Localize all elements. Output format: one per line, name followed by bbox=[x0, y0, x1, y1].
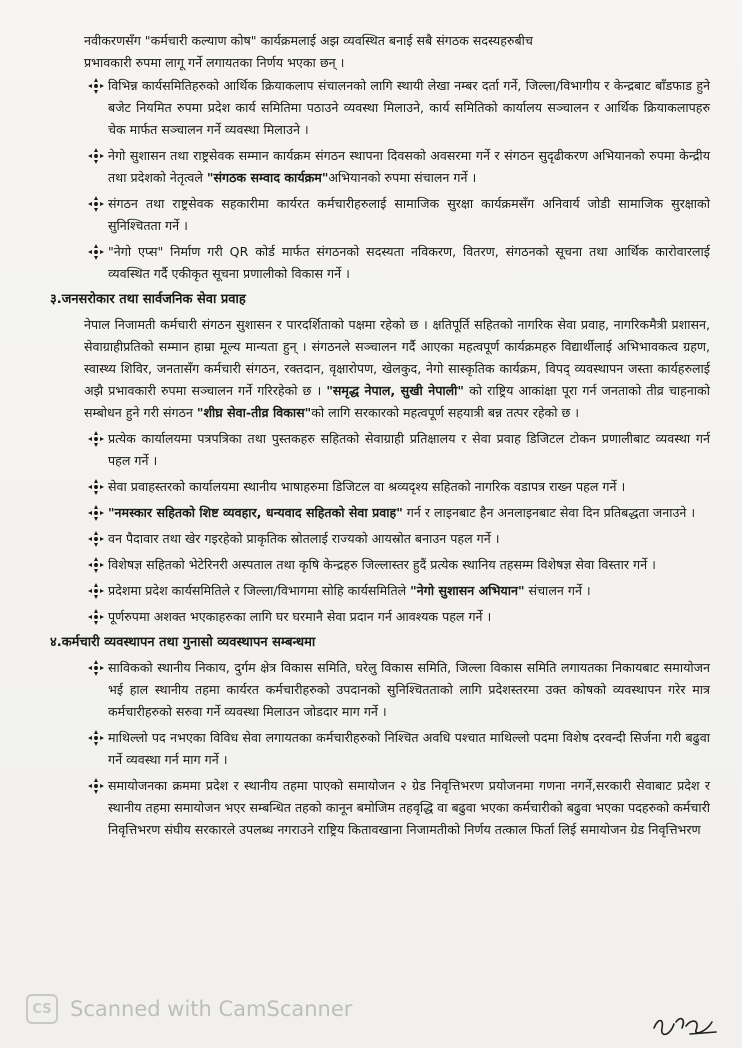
diamond-bullet-icon bbox=[88, 660, 104, 676]
camscanner-watermark bbox=[26, 994, 352, 1024]
list-item: संगठन तथा राष्ट्रसेवक सहकारीमा कार्यरत कर्मचारीहरुलाई सामाजिक सुरक्षा कार्यक्रमसँग अनिवार्य जोडी सामाजिक सुरक्षाको सुनिश्चितता गर्ने । bbox=[50, 193, 710, 237]
diamond-bullet-icon bbox=[88, 479, 104, 495]
watermark-text: Scanned with CamScanner bbox=[70, 997, 353, 1021]
diamond-bullet-icon bbox=[88, 148, 104, 164]
diamond-bullet-icon bbox=[88, 244, 104, 260]
list-item: माथिल्लो पद नभएका विविध सेवा लगायतका कर्मचारीहरुको निश्चित अवधि पश्चात माथिल्लो पदमा विशेष दरवन्दी सिर्जना गरी बढुवा गर्ने व्यवस्था गर्न माग गर्ने । bbox=[50, 727, 710, 771]
list-item: "नेगो एप्स" निर्माण गरी QR कोर्ड मार्फत संगठनको सदस्यता नविकरण, वितरण, संगठनको सूचना तथा आर्थिक कारोवारलाई व्यवस्थित गर्दै एकीकृत सूचना प्रणालीको विकास गर्ने । bbox=[50, 241, 710, 285]
list-item: प्रत्येक कार्यालयमा पत्रपत्रिका तथा पुस्तकहरु सहितको सेवाग्राही प्रतिक्षालय र सेवा प्रवाह डिजिटल टोकन प्रणालीबाट व्यवस्था गर्न पहल गर्ने । bbox=[50, 428, 710, 472]
diamond-bullet-icon bbox=[88, 196, 104, 212]
section-heading-public-service: ३.जनसरोकार तथा सार्वजनिक सेवा प्रवाह bbox=[50, 292, 246, 307]
list-item: सेवा प्रवाहस्तरको कार्यालयमा स्थानीय भाषाहरुमा डिजिटल वा श्रव्यदृश्य सहितको नागरिक वडापत्र राख्न पहल गर्ने । bbox=[50, 476, 710, 498]
diamond-bullet-icon bbox=[88, 609, 104, 625]
list-item: विशेषज्ञ सहितको भेटेरिनरी अस्पताल तथा कृषि केन्द्रहरु जिल्लास्तर हुदैं प्रत्येक स्थानिय तहसम्म विशेषज्ञ सेवा विस्तार गर्ने । bbox=[50, 554, 710, 576]
bullet-list-service bbox=[50, 428, 710, 628]
diamond-bullet-icon bbox=[88, 557, 104, 573]
camscanner-logo-icon: CS bbox=[26, 994, 58, 1024]
diamond-bullet-icon bbox=[88, 531, 104, 547]
diamond-bullet-icon bbox=[88, 431, 104, 447]
list-item: पूर्णरुपमा अशक्त भएकाहरुका लागि घर घरमानै सेवा प्रदान गर्न आवश्यक पहल गर्ने । bbox=[50, 606, 710, 628]
diamond-bullet-icon bbox=[88, 583, 104, 599]
bullet-list-org bbox=[50, 75, 710, 285]
list-item: प्रदेशमा प्रदेश कार्यसमितिले र जिल्ला/विभागमा सोहि कार्यसमितिले "नेगो सुशासन अभियान" संचालन गर्ने । bbox=[50, 580, 710, 602]
list-item: नेगो सुशासन तथा राष्ट्रसेवक सम्मान कार्यक्रम संगठन स्थापना दिवसको अवसरमा गर्ने र संगठन सुदृढीकरण अभियानको रुपमा केन्द्रीय तथा प्रदेशको नेतृत्वले "संगठक सम्वाद कार्यक्रम"अभियानको रुपमा संचालन गर्ने । bbox=[50, 145, 710, 189]
diamond-bullet-icon bbox=[88, 778, 104, 794]
list-item: वन पैदावार तथा खेर गइरहेको प्राकृतिक स्रोतलाई राज्यको आयस्रोत बनाउन पहल गर्ने । bbox=[50, 528, 710, 550]
handwritten-signature bbox=[650, 1008, 720, 1042]
list-item: विभिन्न कार्यसमितिहरुको आर्थिक क्रियाकलाप संचालनको लागि स्थायी लेखा नम्बर दर्ता गर्ने, जिल्ला/विभागीय र केन्द्रबाट बाँडफाड हुने बजेट नियमित रुपमा प्रदेश कार्य समितिमा पठाउने व्यवस्था मिलाउने, कार्य समितिको कार्यालय सञ्चालन र आर्थिक क्रियाकलापहरु चेक मार्फत सञ्चालन गर्ने व्यवस्था मिलाउने । bbox=[50, 75, 710, 141]
diamond-bullet-icon bbox=[88, 730, 104, 746]
diamond-bullet-icon bbox=[88, 505, 104, 521]
diamond-bullet-icon bbox=[88, 78, 104, 94]
bullet-list-staff bbox=[50, 657, 710, 841]
intro-text: नवीकरणसँग "कर्मचारी कल्याण कोष" कार्यक्रमलाई अझ व्यवस्थित बनाई सबै संगठक सदस्यहरुबीच प्रभावकारी रुपमा लागू गर्ने लगायतका निर्णय भएका छन् । bbox=[84, 33, 533, 70]
list-item: "नमस्कार सहितको शिष्ट व्यवहार, धन्यवाद सहितको सेवा प्रवाह" गर्न र लाइनबाट हैन अनलाइनबाट सेवा दिन प्रतिबद्धता जनाउने । bbox=[50, 502, 710, 524]
section-heading-staff-management: ४.कर्मचारी व्यवस्थापन तथा गुनासो व्यवस्थापन सम्बन्धमा bbox=[50, 635, 316, 650]
list-item: समायोजनका क्रममा प्रदेश र स्थानीय तहमा पाएको समायोजन २ ग्रेड निवृत्तिभरण प्रयोजनमा गणना नगर्ने,सरकारी सेवाबाट प्रदेश र स्थानीय तहमा समायोजन भएर सम्बन्धित तहको कानून बमोजिम तहवृद्धि वा बढुवा भएका कर्मचारीको बढुवा भएका पदहरुको कर्मचारी निवृत्तिभरण संघीय सरकारले उपलब्ध नगराउने राष्ट्रिय कितावखाना निजामतीको निर्णय तत्काल फिर्ता लिई समायोजन ग्रेड निवृत्तिभरण bbox=[50, 775, 710, 841]
list-item: साविकको स्थानीय निकाय, दुर्गम क्षेत्र विकास समिति, घरेलु विकास समिति, जिल्ला विकास समिति लगायतका निकायबाट समायोजन भई हाल स्थानीय तहमा कार्यरत कर्मचारीहरुको उपदानको सुनिश्चितताको लागि प्रदेशस्तरमा उक्त कोषको व्यवस्थापन गरेर मात्र कर्मचारीहरुको सरुवा गर्ने व्यवस्था मिलाउन जोडदार माग गर्ने । bbox=[50, 657, 710, 723]
section-paragraph: नेपाल निजामती कर्मचारी संगठन सुशासन र पारदर्शिताको पक्षमा रहेको छ । क्षतिपूर्ति सहितको नागरिक सेवा प्रवाह, नागरिकमैत्री प्रशासन, सेवाग्राहीप्रतिको सम्मान हाम्रा मूल्य मान्यता हुन् । संगठनले सञ्चालन गर्दै आएका महत्वपूर्ण कार्यक्रमहरु विद्यार्थीलाई अभिभावकत्व ग्रहण, स्वास्थ्य शिविर, जनतासँग कर्मचारी संगठन, रक्तदान, वृक्षारोपण, खेलकुद, नेगो सास्कृतिक कार्यक्रम, विपद् व्यवस्थापन जस्ता कार्यहरुलाई अझै प्रभावकारी रुपमा सञ्चालन गर्ने गरिरहेको छ । "समृद्ध नेपाल, सुखी नेपाली" को राष्ट्रिय आकांक्षा पूरा गर्न जनताको तीव्र चाहनाको सम्बोधन हुने गरी संगठन "शीघ्र सेवा-तीव्र विकास"को लागि सरकारको महत्वपूर्ण सहयात्री बन्न तत्पर रहेको छ । bbox=[84, 317, 710, 420]
document-body bbox=[50, 30, 710, 845]
